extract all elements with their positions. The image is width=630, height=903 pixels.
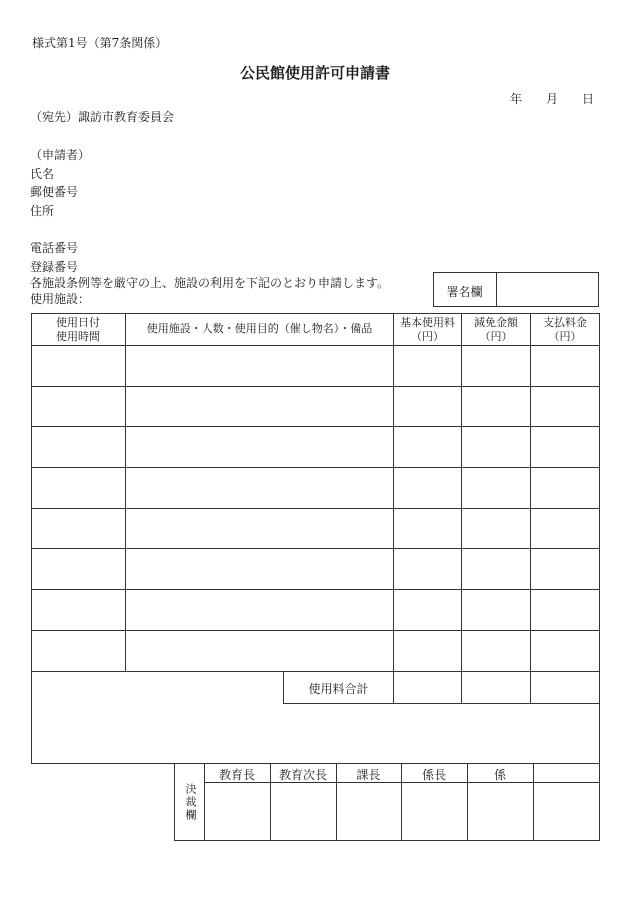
approval-label: 決裁欄: [184, 783, 197, 822]
form-number: 様式第1号（第7条関係）: [32, 36, 168, 50]
date-year: 年: [510, 92, 523, 106]
header-facility-detail: 使用施設・人数・使用目的（催し物名）・備品: [146, 322, 373, 335]
applicant-name-label: 氏名: [30, 167, 55, 181]
statement-text: 各施設条例等を厳守の上、施設の利用を下記のとおり申請します。: [30, 276, 390, 290]
header-payment: 支払料金 （円）: [543, 316, 587, 343]
date-month: 月: [546, 92, 559, 106]
approval-col-superintendent: 教育長: [218, 768, 255, 782]
row-line: [31, 671, 600, 672]
row-line: [31, 589, 600, 590]
total-bottom-line: [283, 703, 600, 704]
signature-field[interactable]: [497, 273, 598, 306]
approval-col-deputy: 教育次長: [278, 768, 327, 782]
addressee: （宛先）諏訪市教育委員会: [30, 110, 175, 124]
approval-col-section-chief: 課長: [356, 768, 381, 782]
applicant-heading: （申請者）: [30, 148, 91, 162]
registration-label: 登録番号: [30, 260, 79, 274]
approval-col-subsection-chief: 係長: [421, 768, 446, 782]
row-line: [31, 467, 600, 468]
header-date-time: 使用日付 使用時間: [56, 316, 100, 343]
date-day: 日: [582, 92, 595, 106]
header-divider: [31, 345, 600, 346]
row-line: [31, 386, 600, 387]
row-line: [31, 426, 600, 427]
total-label: 使用料合計: [308, 682, 369, 696]
approval-col-staff: 係: [493, 768, 506, 782]
facility-label: 使用施設：: [30, 292, 91, 306]
page-title: 公民館使用許可申請書: [239, 64, 390, 82]
header-basic-fee: 基本使用料 （円）: [400, 316, 455, 343]
header-reduction: 減免金額 （円）: [474, 316, 518, 343]
row-line: [31, 630, 600, 631]
signature-label: 署名欄: [446, 285, 483, 299]
approval-col-line: [533, 763, 534, 841]
phone-label: 電話番号: [30, 241, 79, 255]
address-label: 住所: [30, 204, 55, 218]
col-divider-1: [125, 313, 126, 671]
postal-code-label: 郵便番号: [30, 185, 79, 199]
row-line: [31, 548, 600, 549]
row-line: [31, 508, 600, 509]
